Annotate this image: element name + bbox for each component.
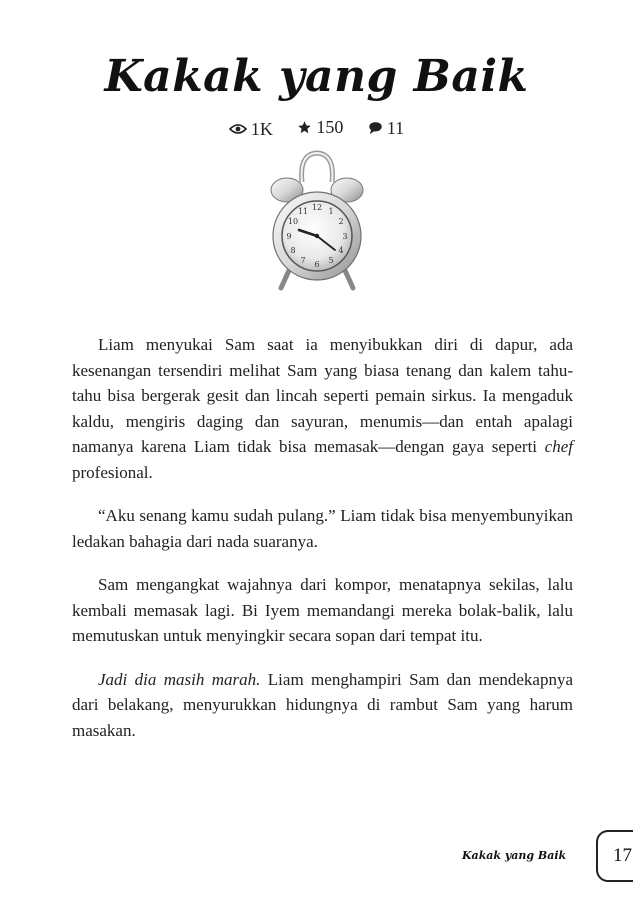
star-icon xyxy=(297,120,312,135)
chapter-title: Kakak yang Baik xyxy=(104,51,529,103)
svg-text:3: 3 xyxy=(342,232,348,241)
paragraph: “Aku senang kamu sudah pulang.” Liam tidak bisa menyembunyikan ledakan bahagia dari nada suaranya. xyxy=(72,506,573,551)
story-body xyxy=(72,332,573,761)
paragraph: Sam mengangkat wajahnya dari kompor, menatapnya sekilas, lalu kembali memasak lagi. Bi Iyem memandangi mereka bolak-balik, lalu memutuskan untuk menyingkir secara sopan dari tempat itu. xyxy=(72,575,573,645)
alarm-clock-icon xyxy=(265,148,369,296)
comments-count: 11 xyxy=(386,117,405,138)
svg-text:11: 11 xyxy=(297,207,309,216)
svg-text:7: 7 xyxy=(300,256,306,265)
paragraph: Liam menyukai Sam saat ia menyibukkan diri di dapur, ada kesenangan tersendiri melihat Sam yang biasa tenang dan kalem tahu-tahu bisa bergerak gesit dan lincah seperti pemain sirkus. Ia mengaduk kaldu, mengiris daging dan sayuran, menumis—dan entah apalagi namanya karena Liam tidak bisa memasak—dengan gaya seperti chef profesional. xyxy=(72,335,573,482)
italic-word: chef xyxy=(544,437,573,456)
svg-text:4: 4 xyxy=(338,246,344,255)
svg-text:2: 2 xyxy=(338,217,344,226)
svg-text:1: 1 xyxy=(328,207,334,216)
svg-text:9: 9 xyxy=(286,232,292,241)
stars-count: 150 xyxy=(316,117,344,137)
story-stats xyxy=(0,117,633,140)
svg-text:10: 10 xyxy=(287,217,299,226)
views-stat xyxy=(229,119,273,140)
svg-text:6: 6 xyxy=(314,260,320,269)
views-count: 1K xyxy=(250,118,273,139)
comments-stat xyxy=(368,118,404,139)
stars-stat xyxy=(297,117,343,138)
page-number: 17 xyxy=(613,845,632,866)
eye-icon xyxy=(229,123,247,135)
paragraph: Jadi dia masih marah. Liam menghampiri Sam dan mendekapnya dari belakang, menyurukkan hidungnya di rambut Sam yang harum masakan. xyxy=(72,669,574,740)
comment-icon xyxy=(368,121,383,135)
svg-text:8: 8 xyxy=(290,246,296,255)
svg-text:5: 5 xyxy=(328,256,334,265)
italic-thought: Jadi dia masih marah. xyxy=(98,669,261,689)
svg-text:12: 12 xyxy=(311,203,323,212)
running-title: Kakak yang Baik xyxy=(462,849,567,862)
